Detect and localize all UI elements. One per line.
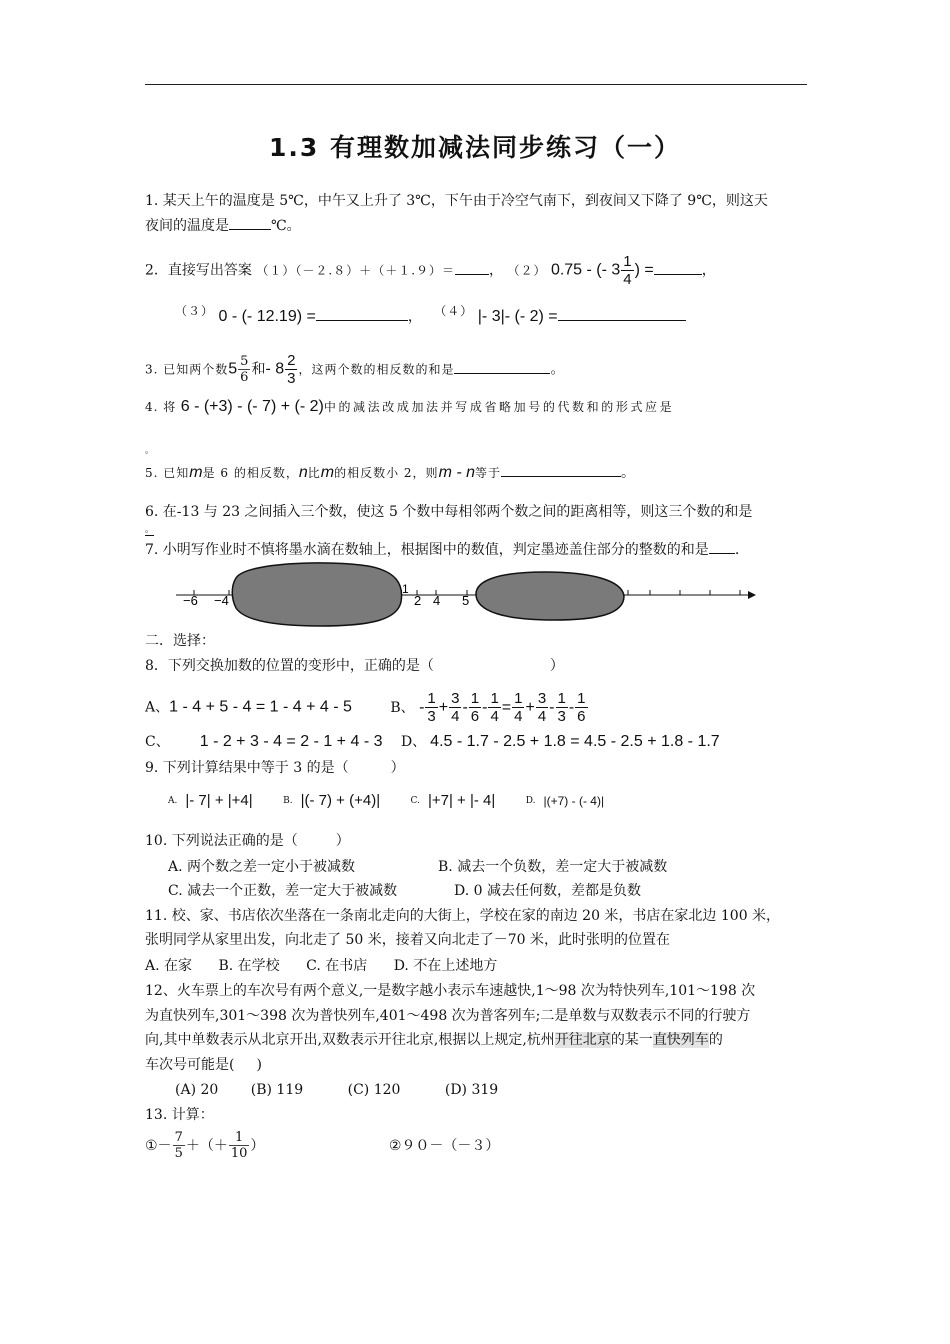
q12-option-b[interactable]: (B) 119	[250, 1082, 304, 1098]
q8-b-fraction: $\frac{3}{4}$	[451, 690, 460, 725]
q12-line4-text: 车次号可能是(	[145, 1057, 235, 1073]
q3-num1-whole: 5	[228, 360, 238, 378]
q8-b-operator: -	[549, 698, 555, 716]
q1-unit: ℃。	[271, 218, 301, 234]
q5-text-d: 等于	[475, 466, 502, 480]
tick-label-neg6: −6	[183, 593, 198, 608]
q3-num1-fraction: $\frac{5}{6}$	[240, 354, 249, 385]
q7-answer-blank[interactable]	[709, 539, 735, 554]
q5-text-a: 是 6 的相反数，	[202, 466, 299, 480]
q2-line1	[145, 253, 716, 288]
q5-text-b: 比	[307, 466, 321, 480]
tick-label-5: 5	[462, 593, 470, 608]
q8-line	[145, 655, 564, 677]
q8-b-operator: +	[525, 698, 535, 716]
section-2-heading: 二．选择：	[145, 633, 215, 649]
q8-b-operator: -	[419, 698, 425, 716]
q2-intro: 2．直接写出答案	[145, 262, 252, 279]
q10-options-ab	[168, 856, 667, 878]
q2-part4-expr: |- 3|- (- 2) =	[477, 308, 558, 325]
q2-part2-expr-b: ) =	[634, 261, 654, 279]
q8-option-a-expr[interactable]: 1 - 4 + 5 - 4 = 1 - 4 + 4 - 5	[169, 698, 352, 716]
q9-text: 9. 下列计算结果中等于 3 的是（	[145, 760, 349, 776]
q9-line	[145, 757, 405, 779]
q2-part2-expr-a: 0.75 - (- 3	[550, 261, 621, 279]
q12-line3-c: 的	[708, 1032, 723, 1048]
q8-option-b-expr[interactable]	[419, 690, 588, 725]
q2-line2	[175, 300, 686, 328]
q8-options-cd	[145, 731, 720, 753]
q5-end: 。	[621, 465, 636, 481]
q3-num2-fraction: $\frac{2}{3}$	[287, 352, 296, 387]
page-title: 1.3 有理数加减法同步练习（一）	[269, 133, 681, 162]
q8-text: 8．下列交换加数的位置的变形中，正确的是（	[145, 658, 434, 674]
q8-b-fraction: $\frac{1}{4}$	[490, 690, 499, 725]
q9-option-b[interactable]: B. |(- 7) + (+4)|	[283, 792, 381, 809]
q6-line1: 6. 在-13 与 23 之间插入三个数，使这 5 个数中每相邻两个数之间的距离相等，则这三个数的和是	[145, 504, 753, 520]
q8-b-operator: =	[501, 698, 512, 716]
q12-paren: )	[256, 1057, 262, 1073]
q4-line1	[145, 396, 674, 418]
q5-var-m2: m	[320, 464, 335, 481]
q2-part3-blank[interactable]	[316, 306, 408, 321]
q11-option-a[interactable]: A. 在家	[145, 958, 193, 974]
q8-option-d-expr[interactable]: 4.5 - 1.7 - 2.5 + 1.8 = 4.5 - 2.5 + 1.8 - 1.7	[430, 733, 720, 750]
q8-b-fraction: $\frac{1}{3}$	[427, 690, 436, 725]
header-rule	[145, 84, 807, 85]
q8-b-operator: -	[568, 698, 575, 716]
q8-options-ab	[145, 690, 589, 725]
q13-line: 13. 计算：	[145, 1107, 214, 1123]
q12-line1: 12、火车票上的车次号有两个意义,一是数字越小表示车速越快,1～98 次为特快列车,101～198 次	[145, 983, 756, 999]
q10-options-cd	[168, 880, 641, 902]
q2-part2-comma: ，	[701, 262, 716, 279]
q8-option-a-label: A、	[145, 699, 170, 716]
ink-blot-right	[476, 572, 624, 620]
q3-text-and: 和	[251, 361, 266, 378]
q1-text: 夜间的温度是	[145, 218, 229, 234]
q9-option-c[interactable]: C. |+7| + |- 4|	[410, 792, 496, 809]
q6-line2	[145, 519, 154, 541]
q11-options	[145, 955, 497, 977]
q8-option-d-label: D、	[400, 734, 427, 750]
q12-options	[175, 1079, 498, 1101]
q2-part3-comma: ，	[407, 309, 422, 325]
tick-label-1: 1	[402, 582, 409, 596]
q5-var-n: n	[298, 464, 308, 481]
q4-expr: 6 - (+3) - (- 7) + (- 2)	[180, 398, 324, 415]
q8-option-c-label: C、	[145, 734, 170, 750]
q5-answer-blank[interactable]	[501, 462, 621, 477]
q12-line4	[145, 1054, 262, 1076]
q4-line2: 。	[145, 446, 155, 456]
q2-part2-fraction: $\frac{1}{4}$	[623, 253, 632, 288]
q2-part3-expr: 0 - (- 12.19) =	[218, 308, 316, 325]
q2-part2-label: （２）	[507, 263, 547, 278]
q1-line1: 1. 某天上午的温度是 5℃，中午又上升了 3℃，下午由于冷空气南下，到夜间又下降了 9℃，则这天	[145, 193, 768, 209]
number-line-arrow	[748, 591, 756, 599]
q5-line	[145, 462, 635, 484]
q4-text-post: 中的减法改成加法并写成省略加号的代数和的形式应是	[323, 400, 675, 414]
q3-num2-whole: - 8	[265, 360, 285, 378]
ink-blot-left	[232, 563, 401, 626]
q11-option-d[interactable]: D. 不在上述地方	[393, 958, 498, 974]
q10-line	[145, 830, 350, 852]
q8-paren: ）	[549, 658, 564, 674]
q9-option-d[interactable]: D. |(+7) - (- 4)|	[525, 794, 605, 808]
q1-line2	[145, 215, 301, 237]
q2-part4-label: （４）	[434, 304, 474, 318]
q8-b-fraction: $\frac{1}{6}$	[470, 690, 480, 725]
q12-line2: 为直快列车,301～398 次为普快列车,401～498 次为普客列车;二是单数与双数表示不同的行驶方	[145, 1008, 751, 1024]
q11-line1: 11. 校、家、书店依次坐落在一条南北走向的大街上，学校在家的南边 20 米，书店在家北边 100 米，	[145, 908, 781, 924]
q3-line	[145, 352, 564, 387]
q3-text-pre: 3. 已知两个数	[145, 362, 229, 377]
q9-paren: ）	[390, 760, 405, 776]
q12-option-d[interactable]: (D) 319	[444, 1082, 499, 1098]
number-line-figure	[0, 560, 950, 630]
q5-text-c: 的相反数小 2，则	[334, 466, 439, 480]
q12-line3-a: 向,其中单数表示从北京开出,双数表示开往北京,根据以上规定,杭州	[145, 1032, 555, 1048]
q12-option-a[interactable]: (A) 20	[175, 1082, 219, 1098]
q10-option-c[interactable]: C. 减去一个正数，差一定大于被减数	[168, 883, 398, 899]
q8-b-fraction: $\frac{1}{4}$	[514, 690, 523, 725]
q3-answer-blank[interactable]	[454, 359, 550, 374]
q8-b-operator: +	[438, 698, 449, 716]
q13-problems	[145, 1130, 499, 1161]
q12-highlight-express: 直快列车	[652, 1032, 709, 1048]
tick-label-4: 4	[433, 593, 441, 608]
q8-option-c-expr[interactable]: 1 - 2 + 3 - 4 = 2 - 1 + 4 - 3	[199, 733, 383, 750]
q9-option-a[interactable]: A. |- 7| + |+4|	[168, 792, 253, 809]
q8-b-operator: -	[482, 698, 488, 716]
q12-option-c[interactable]: (C) 120	[347, 1082, 401, 1098]
tick-label-neg4: −4	[214, 593, 229, 608]
q2-part3-label: （３）	[175, 304, 215, 318]
q12-line3	[145, 1029, 723, 1051]
q1-answer-blank[interactable]	[229, 215, 271, 230]
q2-part4-blank[interactable]	[558, 306, 686, 321]
q10-option-b[interactable]: B. 减去一个负数，差一定大于被减数	[438, 859, 668, 875]
q7-line	[145, 539, 739, 561]
q8-b-fraction: $\frac{1}{3}$	[557, 690, 566, 725]
q10-option-a[interactable]: A. 两个数之差一定小于被减数	[168, 859, 356, 875]
q5-text-pre: 5. 已知	[145, 466, 190, 480]
q11-option-c[interactable]: C. 在书店	[306, 958, 368, 974]
q11-option-b[interactable]: B. 在学校	[218, 958, 280, 974]
q3-end: 。	[550, 361, 565, 378]
q8-b-fraction: $\frac{1}{6}$	[577, 690, 586, 725]
q12-highlight-beijing: 开往北京	[554, 1032, 611, 1048]
q13-problem-1: ①－ $\frac{7}{5}$ ＋（＋ $\frac{1}{10}$ ）	[145, 1130, 265, 1161]
q2-part2-blank[interactable]	[654, 260, 702, 275]
q10-option-d[interactable]: D. 0 减去任何数，差都是负数	[454, 883, 641, 899]
q5-var-m: m	[189, 464, 203, 481]
q10-paren: ）	[335, 833, 350, 849]
q13-problem-2: ②９０－（－３）	[388, 1137, 500, 1154]
q5-expr: m - n	[438, 464, 476, 481]
q8-b-operator: -	[462, 698, 468, 716]
tick-label-2: 2	[414, 593, 422, 608]
q8-b-fraction: $\frac{3}{4}$	[537, 690, 547, 725]
q4-text-pre: 4. 将	[145, 400, 177, 414]
q9-options	[168, 790, 604, 812]
q12-line3-b: 的某一	[610, 1032, 653, 1048]
q10-text: 10. 下列说法正确的是（	[145, 833, 298, 849]
q2-part1-comma: ，	[489, 262, 504, 279]
q8-option-b-label: B、	[390, 699, 415, 716]
q7-end: .	[734, 542, 740, 558]
q6-end: 。	[145, 525, 155, 535]
q11-line2: 张明同学从家里出发，向北走了 50 米，接着又向北走了－70 米，此时张明的位置在	[145, 932, 670, 948]
q7-text: 7. 小明写作业时不慎将墨水滴在数轴上，根据图中的数值，判定墨迹盖住部分的整数的和是	[145, 542, 709, 558]
q2-part1: （１）（－２.８）＋（＋１.９）＝	[256, 263, 456, 278]
q2-part1-blank[interactable]	[455, 260, 489, 275]
q3-text-post: ，这两个数的相反数的和是	[298, 362, 455, 377]
